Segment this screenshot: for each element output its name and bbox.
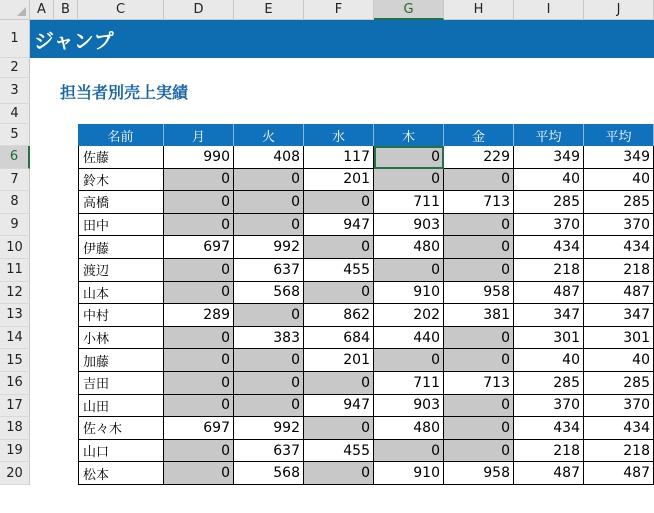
table-header-6[interactable]: 平均: [514, 124, 584, 146]
column-header-a[interactable]: A: [30, 0, 54, 20]
value-cell[interactable]: 229: [444, 146, 514, 169]
value-cell[interactable]: 480: [374, 417, 444, 440]
value-cell[interactable]: 0: [234, 169, 304, 192]
value-cell[interactable]: 0: [164, 349, 234, 372]
value-cell[interactable]: 381: [444, 304, 514, 327]
value-cell[interactable]: 0: [444, 417, 514, 440]
row-header-8[interactable]: 8: [0, 191, 30, 214]
value-cell[interactable]: 201: [304, 349, 374, 372]
name-cell[interactable]: 渡辺: [78, 259, 164, 282]
value-cell[interactable]: 0: [304, 417, 374, 440]
column-header-b[interactable]: B: [54, 0, 78, 20]
select-all-corner[interactable]: [0, 0, 30, 20]
value-cell[interactable]: 218: [584, 440, 654, 463]
table-header-7[interactable]: 平均: [584, 124, 654, 146]
row-header-12[interactable]: 12: [0, 282, 30, 305]
name-cell[interactable]: 山本: [78, 282, 164, 305]
value-cell[interactable]: 487: [584, 282, 654, 305]
value-cell[interactable]: 0: [164, 462, 234, 485]
value-cell[interactable]: 434: [514, 236, 584, 259]
value-cell[interactable]: 0: [444, 259, 514, 282]
value-cell[interactable]: 903: [374, 395, 444, 418]
column-header-i[interactable]: I: [514, 0, 584, 20]
value-cell[interactable]: 713: [444, 191, 514, 214]
row-header-7[interactable]: 7: [0, 169, 30, 192]
name-cell[interactable]: 山口: [78, 440, 164, 463]
row-header-20[interactable]: 20: [0, 462, 30, 485]
value-cell[interactable]: 0: [444, 440, 514, 463]
value-cell[interactable]: 862: [304, 304, 374, 327]
value-cell[interactable]: 0: [234, 349, 304, 372]
value-cell[interactable]: 568: [234, 462, 304, 485]
value-cell[interactable]: 0: [444, 327, 514, 350]
value-cell[interactable]: 201: [304, 169, 374, 192]
value-cell[interactable]: 711: [374, 372, 444, 395]
row-header-18[interactable]: 18: [0, 417, 30, 440]
value-cell[interactable]: 480: [374, 236, 444, 259]
value-cell[interactable]: 347: [514, 304, 584, 327]
value-cell[interactable]: 637: [234, 440, 304, 463]
value-cell[interactable]: 0: [304, 462, 374, 485]
value-cell[interactable]: 637: [234, 259, 304, 282]
value-cell[interactable]: 349: [514, 146, 584, 169]
value-cell[interactable]: 370: [584, 395, 654, 418]
table-header-3[interactable]: 水: [304, 124, 374, 146]
value-cell[interactable]: 487: [584, 462, 654, 485]
value-cell[interactable]: 218: [514, 259, 584, 282]
value-cell[interactable]: 434: [584, 236, 654, 259]
table-header-2[interactable]: 火: [234, 124, 304, 146]
value-cell[interactable]: 947: [304, 214, 374, 237]
value-cell[interactable]: 958: [444, 282, 514, 305]
value-cell[interactable]: 0: [444, 236, 514, 259]
row-header-14[interactable]: 14: [0, 327, 30, 350]
value-cell[interactable]: 218: [584, 259, 654, 282]
value-cell[interactable]: 0: [444, 395, 514, 418]
value-cell[interactable]: 0: [444, 349, 514, 372]
table-header-1[interactable]: 月: [164, 124, 234, 146]
row-header-15[interactable]: 15: [0, 349, 30, 372]
value-cell[interactable]: 0: [374, 146, 444, 169]
value-cell[interactable]: 370: [514, 395, 584, 418]
value-cell[interactable]: 285: [584, 372, 654, 395]
value-cell[interactable]: 383: [234, 327, 304, 350]
value-cell[interactable]: 487: [514, 282, 584, 305]
value-cell[interactable]: 0: [304, 282, 374, 305]
value-cell[interactable]: 0: [444, 169, 514, 192]
value-cell[interactable]: 440: [374, 327, 444, 350]
value-cell[interactable]: 218: [514, 440, 584, 463]
column-header-e[interactable]: E: [234, 0, 304, 20]
value-cell[interactable]: 40: [514, 169, 584, 192]
value-cell[interactable]: 0: [164, 372, 234, 395]
value-cell[interactable]: 711: [374, 191, 444, 214]
value-cell[interactable]: 434: [584, 417, 654, 440]
value-cell[interactable]: 0: [234, 395, 304, 418]
value-cell[interactable]: 0: [234, 214, 304, 237]
value-cell[interactable]: 992: [234, 417, 304, 440]
section-title: 担当者別売上実績: [60, 82, 189, 102]
row-header-5[interactable]: 5: [0, 124, 30, 146]
value-cell[interactable]: 0: [374, 440, 444, 463]
value-cell[interactable]: 487: [514, 462, 584, 485]
value-cell[interactable]: 992: [234, 236, 304, 259]
value-cell[interactable]: 117: [304, 146, 374, 169]
value-cell[interactable]: 903: [374, 214, 444, 237]
value-cell[interactable]: 947: [304, 395, 374, 418]
value-cell[interactable]: 684: [304, 327, 374, 350]
name-cell[interactable]: 高橋: [78, 191, 164, 214]
column-header-f[interactable]: F: [304, 0, 374, 20]
value-cell[interactable]: 349: [584, 146, 654, 169]
value-cell[interactable]: 0: [444, 214, 514, 237]
row-header-13[interactable]: 13: [0, 304, 30, 327]
value-cell[interactable]: 40: [514, 349, 584, 372]
value-cell[interactable]: 0: [374, 259, 444, 282]
value-cell[interactable]: 0: [164, 327, 234, 350]
name-cell[interactable]: 加藤: [78, 349, 164, 372]
value-cell[interactable]: 289: [164, 304, 234, 327]
value-cell[interactable]: 0: [164, 191, 234, 214]
value-cell[interactable]: 568: [234, 282, 304, 305]
value-cell[interactable]: 285: [514, 191, 584, 214]
name-cell[interactable]: 佐々木: [78, 417, 164, 440]
column-header-h[interactable]: H: [444, 0, 514, 20]
value-cell[interactable]: 713: [444, 372, 514, 395]
table-header-4[interactable]: 木: [374, 124, 444, 146]
value-cell[interactable]: 0: [374, 169, 444, 192]
column-header-d[interactable]: D: [164, 0, 234, 20]
value-cell[interactable]: 0: [164, 440, 234, 463]
row-header-17[interactable]: 17: [0, 395, 30, 418]
row-header-1[interactable]: 1: [0, 20, 30, 58]
row-header-10[interactable]: 10: [0, 236, 30, 259]
value-cell[interactable]: 0: [164, 214, 234, 237]
row-header-4[interactable]: 4: [0, 104, 30, 124]
value-cell[interactable]: 697: [164, 417, 234, 440]
value-cell[interactable]: 455: [304, 259, 374, 282]
value-cell[interactable]: 301: [584, 327, 654, 350]
table-header-0[interactable]: 名前: [78, 124, 164, 146]
name-cell[interactable]: 田中: [78, 214, 164, 237]
value-cell[interactable]: 40: [584, 349, 654, 372]
value-cell[interactable]: 434: [514, 417, 584, 440]
name-cell[interactable]: 松本: [78, 462, 164, 485]
row-header-3[interactable]: 3: [0, 78, 30, 104]
value-cell[interactable]: 0: [234, 372, 304, 395]
value-cell[interactable]: 0: [164, 395, 234, 418]
name-cell[interactable]: 伊藤: [78, 236, 164, 259]
row-header-11[interactable]: 11: [0, 259, 30, 282]
name-cell[interactable]: 小林: [78, 327, 164, 350]
name-cell[interactable]: 山田: [78, 395, 164, 418]
value-cell[interactable]: 0: [304, 236, 374, 259]
value-cell[interactable]: 347: [584, 304, 654, 327]
column-header-g[interactable]: G: [374, 0, 444, 20]
value-cell[interactable]: 202: [374, 304, 444, 327]
row-header-19[interactable]: 19: [0, 440, 30, 463]
value-cell[interactable]: 285: [514, 372, 584, 395]
value-cell[interactable]: 40: [584, 169, 654, 192]
row-header-9[interactable]: 9: [0, 214, 30, 237]
value-cell[interactable]: 0: [234, 304, 304, 327]
value-cell[interactable]: 910: [374, 282, 444, 305]
title-banner: ジャンプ: [30, 20, 654, 58]
value-cell[interactable]: 301: [514, 327, 584, 350]
value-cell[interactable]: 0: [304, 191, 374, 214]
value-cell[interactable]: 0: [164, 259, 234, 282]
table-header-5[interactable]: 金: [444, 124, 514, 146]
value-cell[interactable]: 285: [584, 191, 654, 214]
value-cell[interactable]: 910: [374, 462, 444, 485]
value-cell[interactable]: 0: [374, 349, 444, 372]
name-cell[interactable]: 佐藤: [78, 146, 164, 169]
row-header-2[interactable]: 2: [0, 58, 30, 78]
value-cell[interactable]: 408: [234, 146, 304, 169]
name-cell[interactable]: 吉田: [78, 372, 164, 395]
value-cell[interactable]: 697: [164, 236, 234, 259]
column-header-c[interactable]: C: [78, 0, 164, 20]
column-header-j[interactable]: J: [584, 0, 654, 20]
value-cell[interactable]: 990: [164, 146, 234, 169]
value-cell[interactable]: 0: [234, 191, 304, 214]
value-cell[interactable]: 370: [514, 214, 584, 237]
value-cell[interactable]: 0: [164, 282, 234, 305]
value-cell[interactable]: 455: [304, 440, 374, 463]
name-cell[interactable]: 中村: [78, 304, 164, 327]
value-cell[interactable]: 370: [584, 214, 654, 237]
row-header-16[interactable]: 16: [0, 372, 30, 395]
name-cell[interactable]: 鈴木: [78, 169, 164, 192]
value-cell[interactable]: 0: [304, 372, 374, 395]
value-cell[interactable]: 0: [164, 169, 234, 192]
row-header-6[interactable]: 6: [0, 146, 30, 169]
value-cell[interactable]: 958: [444, 462, 514, 485]
